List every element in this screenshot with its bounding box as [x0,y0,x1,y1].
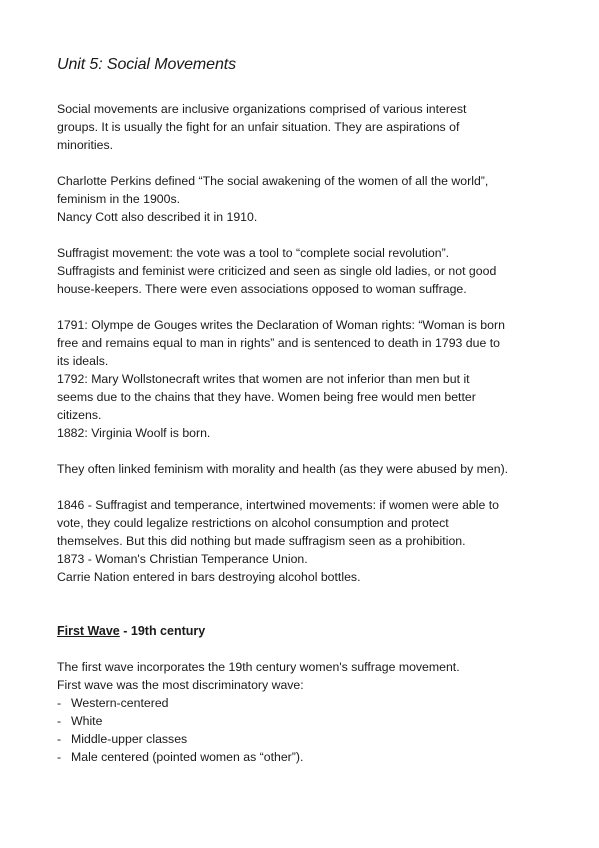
text-line: Nancy Cott also described it in 1910. [57,210,258,224]
text-line: groups. It is usually the fight for an unfair situation. They are aspirations of [57,120,460,134]
discrimination-list [57,694,559,766]
list-item: - Middle-upper classes [57,730,559,748]
paragraph-temperance [57,496,559,586]
paragraph-gap [57,640,559,658]
paragraph-gap [57,586,559,604]
text-line: 1882: Virginia Woolf is born. [57,426,211,440]
paragraph-suffragist [57,244,559,298]
text-line: The first wave incorporates the 19th century women's suffrage movement. [57,660,460,674]
paragraph-perkins [57,172,559,226]
paragraph-timeline [57,316,559,442]
paragraph-first-wave [57,658,559,694]
text-line: vote, they could legalize restrictions on alcohol consumption and protect [57,516,449,530]
paragraph-gap [57,154,559,172]
text-line: citizens. [57,408,102,422]
text-line: 1791: Olympe de Gouges writes the Declaration of Woman rights: “Woman is born [57,318,505,332]
text-line: Suffragist movement: the vote was a tool to “complete social revolution”. [57,246,450,260]
text-line: Suffragists and feminist were criticized and seen as single old ladies, or not good [57,264,497,278]
paragraph-morality [57,460,559,478]
list-item: - White [57,712,559,730]
text-line: house-keepers. There were even associations opposed to woman suffrage. [57,282,467,296]
text-line: Carrie Nation entered in bars destroying alcohol bottles. [57,570,361,584]
paragraph-gap [57,442,559,460]
text-line: minorities. [57,138,114,152]
paragraph-definition [57,100,559,154]
text-line: First wave was the most discriminatory wave: [57,678,304,692]
section-heading-first-wave [57,622,559,640]
list-item: - Western-centered [57,694,559,712]
paragraph-gap [57,226,559,244]
document-title: Unit 5: Social Movements [57,56,237,73]
text-line: Social movements are inclusive organizations comprised of various interest [57,102,467,116]
document-body [57,100,559,766]
paragraph-gap [57,298,559,316]
text-line: Charlotte Perkins defined “The social awakening of the women of all the world”, [57,174,489,188]
text-line: 1846 - Suffragist and temperance, intertwined movements: if women were able to [57,498,500,512]
text-line: seems due to the chains that they have. Women being free would men better [57,390,476,404]
text-line: They often linked feminism with morality and health (as they were abused by men). [57,462,509,476]
heading-rest: - 19th century [119,624,206,638]
text-line: its ideals. [57,354,109,368]
text-line: free and remains equal to man in rights” and is sentenced to death in 1793 due to [57,336,500,350]
list-item: - Male centered (pointed women as “other”). [57,748,559,766]
text-line: feminism in the 1900s. [57,192,181,206]
text-line: 1792: Mary Wollstonecraft writes that women are not inferior than men but it [57,372,470,386]
heading-underlined: First Wave [57,624,120,638]
paragraph-gap [57,478,559,496]
text-line: 1873 - Woman's Christian Temperance Union. [57,552,308,566]
text-line: themselves. But this did nothing but made suffragism seen as a prohibition. [57,534,466,548]
